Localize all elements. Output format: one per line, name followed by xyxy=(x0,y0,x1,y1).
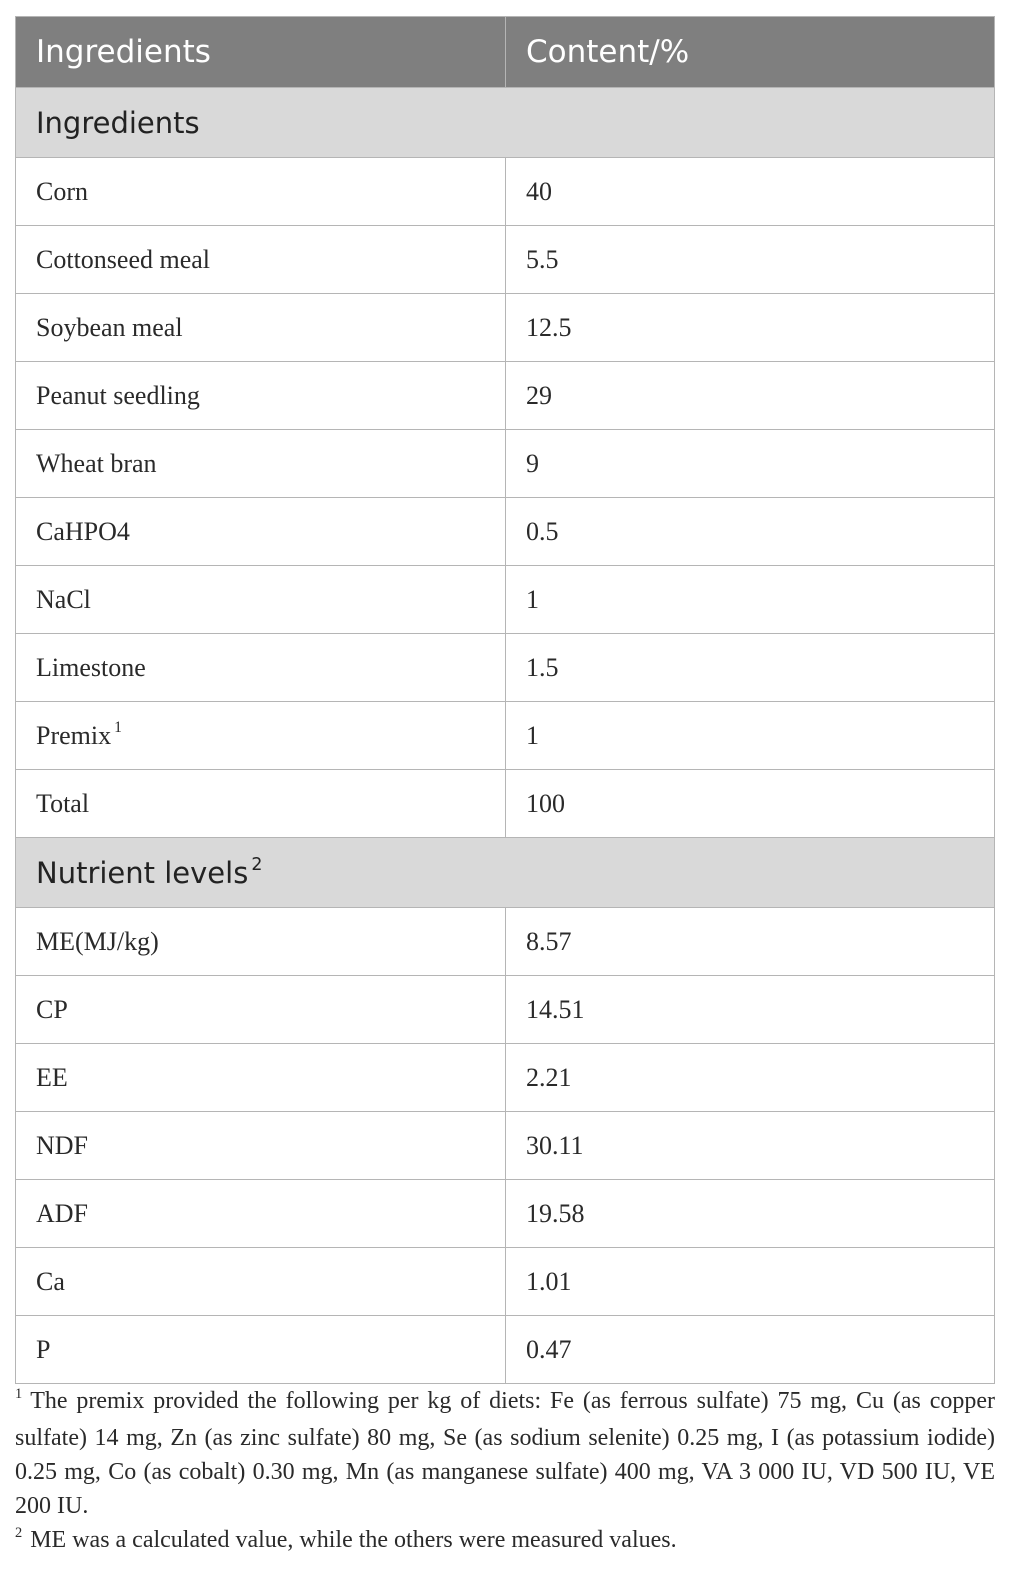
row-name: Soybean meal xyxy=(36,312,183,342)
table-row xyxy=(16,1044,995,1112)
row-name-cell xyxy=(16,158,506,226)
row-name: Total xyxy=(36,788,90,818)
row-name-cell xyxy=(16,1112,506,1180)
row-name-cell xyxy=(16,1316,506,1384)
row-name: EE xyxy=(36,1062,68,1092)
section-title-cell xyxy=(16,88,995,158)
row-value: 100 xyxy=(506,770,995,838)
row-name: ADF xyxy=(36,1198,89,1228)
row-name-cell xyxy=(16,908,506,976)
row-value: 29 xyxy=(506,362,995,430)
row-name-cell xyxy=(16,634,506,702)
row-value: 0.5 xyxy=(506,498,995,566)
footnote xyxy=(15,1523,995,1560)
table-row xyxy=(16,908,995,976)
table-row xyxy=(16,1112,995,1180)
table-header xyxy=(16,17,995,88)
row-name: NDF xyxy=(36,1130,89,1160)
section-row xyxy=(16,838,995,908)
row-name: NaCl xyxy=(36,584,91,614)
row-name: CaHPO4 xyxy=(36,516,130,546)
row-name: Cottonseed meal xyxy=(36,244,211,274)
row-value: 1.01 xyxy=(506,1248,995,1316)
row-name-cell xyxy=(16,362,506,430)
row-value: 40 xyxy=(506,158,995,226)
row-name: P xyxy=(36,1334,51,1364)
row-name-cell xyxy=(16,1248,506,1316)
row-name-cell xyxy=(16,430,506,498)
table-body xyxy=(16,88,995,1384)
table-row xyxy=(16,158,995,226)
row-value: 30.11 xyxy=(506,1112,995,1180)
header-content: Content/% xyxy=(506,17,995,88)
footnote-text: ME was a calculated value, while the others were measured values. xyxy=(30,1527,677,1553)
row-name: Corn xyxy=(36,176,88,206)
row-value: 0.47 xyxy=(506,1316,995,1384)
footnote-mark: 1 xyxy=(15,1386,23,1402)
table-row xyxy=(16,634,995,702)
table-row xyxy=(16,362,995,430)
row-value: 5.5 xyxy=(506,226,995,294)
row-value: 14.51 xyxy=(506,976,995,1044)
row-name: CP xyxy=(36,994,68,1024)
row-name: Premix xyxy=(36,720,112,750)
table-row xyxy=(16,976,995,1044)
row-value: 1 xyxy=(506,702,995,770)
table-row xyxy=(16,1316,995,1384)
row-name-cell xyxy=(16,1180,506,1248)
row-name-cell xyxy=(16,770,506,838)
row-value: 8.57 xyxy=(506,908,995,976)
row-name-cell xyxy=(16,498,506,566)
header-ingredients: Ingredients xyxy=(16,17,506,88)
table-row xyxy=(16,702,995,770)
row-name-cell xyxy=(16,976,506,1044)
section-row xyxy=(16,88,995,158)
diet-composition-table xyxy=(15,16,995,1384)
row-name-cell xyxy=(16,1044,506,1112)
row-value: 1.5 xyxy=(506,634,995,702)
row-name: Limestone xyxy=(36,652,146,682)
row-value: 1 xyxy=(506,566,995,634)
section-title: Nutrient levels xyxy=(36,855,249,890)
section-title: Ingredients xyxy=(36,105,200,140)
row-name: Wheat bran xyxy=(36,448,157,478)
table-footnotes xyxy=(15,1384,995,1560)
row-name-cell xyxy=(16,566,506,634)
row-name: ME(MJ/kg) xyxy=(36,926,159,956)
table-row xyxy=(16,1248,995,1316)
table-row xyxy=(16,566,995,634)
row-name-cell xyxy=(16,702,506,770)
table-row xyxy=(16,1180,995,1248)
section-title-cell xyxy=(16,838,995,908)
row-name: Peanut seedling xyxy=(36,380,200,410)
table-row xyxy=(16,770,995,838)
row-name-cell xyxy=(16,294,506,362)
row-value: 9 xyxy=(506,430,995,498)
table-row xyxy=(16,430,995,498)
diet-composition-table-container xyxy=(15,16,994,1384)
footnote xyxy=(15,1384,995,1523)
footnote-text: The premix provided the following per kg of diets: Fe (as ferrous sulfate) 75 mg, Cu (as copper sulfate) 14 mg, Zn (as zinc sulfate) 80 mg, Se (as sodium selenite) 0.25 mg, I (as potassium iodide) 0.25 mg, Co (as cobalt) 0.30 mg, Mn (as manganese sulfate) 400 mg, VA 3 000 IU, VD 500 IU, VE 200 IU. xyxy=(15,1388,995,1519)
header-row xyxy=(16,17,995,88)
row-name-cell xyxy=(16,226,506,294)
table-row xyxy=(16,498,995,566)
row-name: Ca xyxy=(36,1266,65,1296)
table-row xyxy=(16,226,995,294)
footnote-mark: 2 xyxy=(15,1525,23,1541)
row-value: 12.5 xyxy=(506,294,995,362)
section-title-footnote-mark: 2 xyxy=(251,854,263,875)
row-footnote-mark: 1 xyxy=(114,718,122,736)
row-value: 19.58 xyxy=(506,1180,995,1248)
table-row xyxy=(16,294,995,362)
row-value: 2.21 xyxy=(506,1044,995,1112)
